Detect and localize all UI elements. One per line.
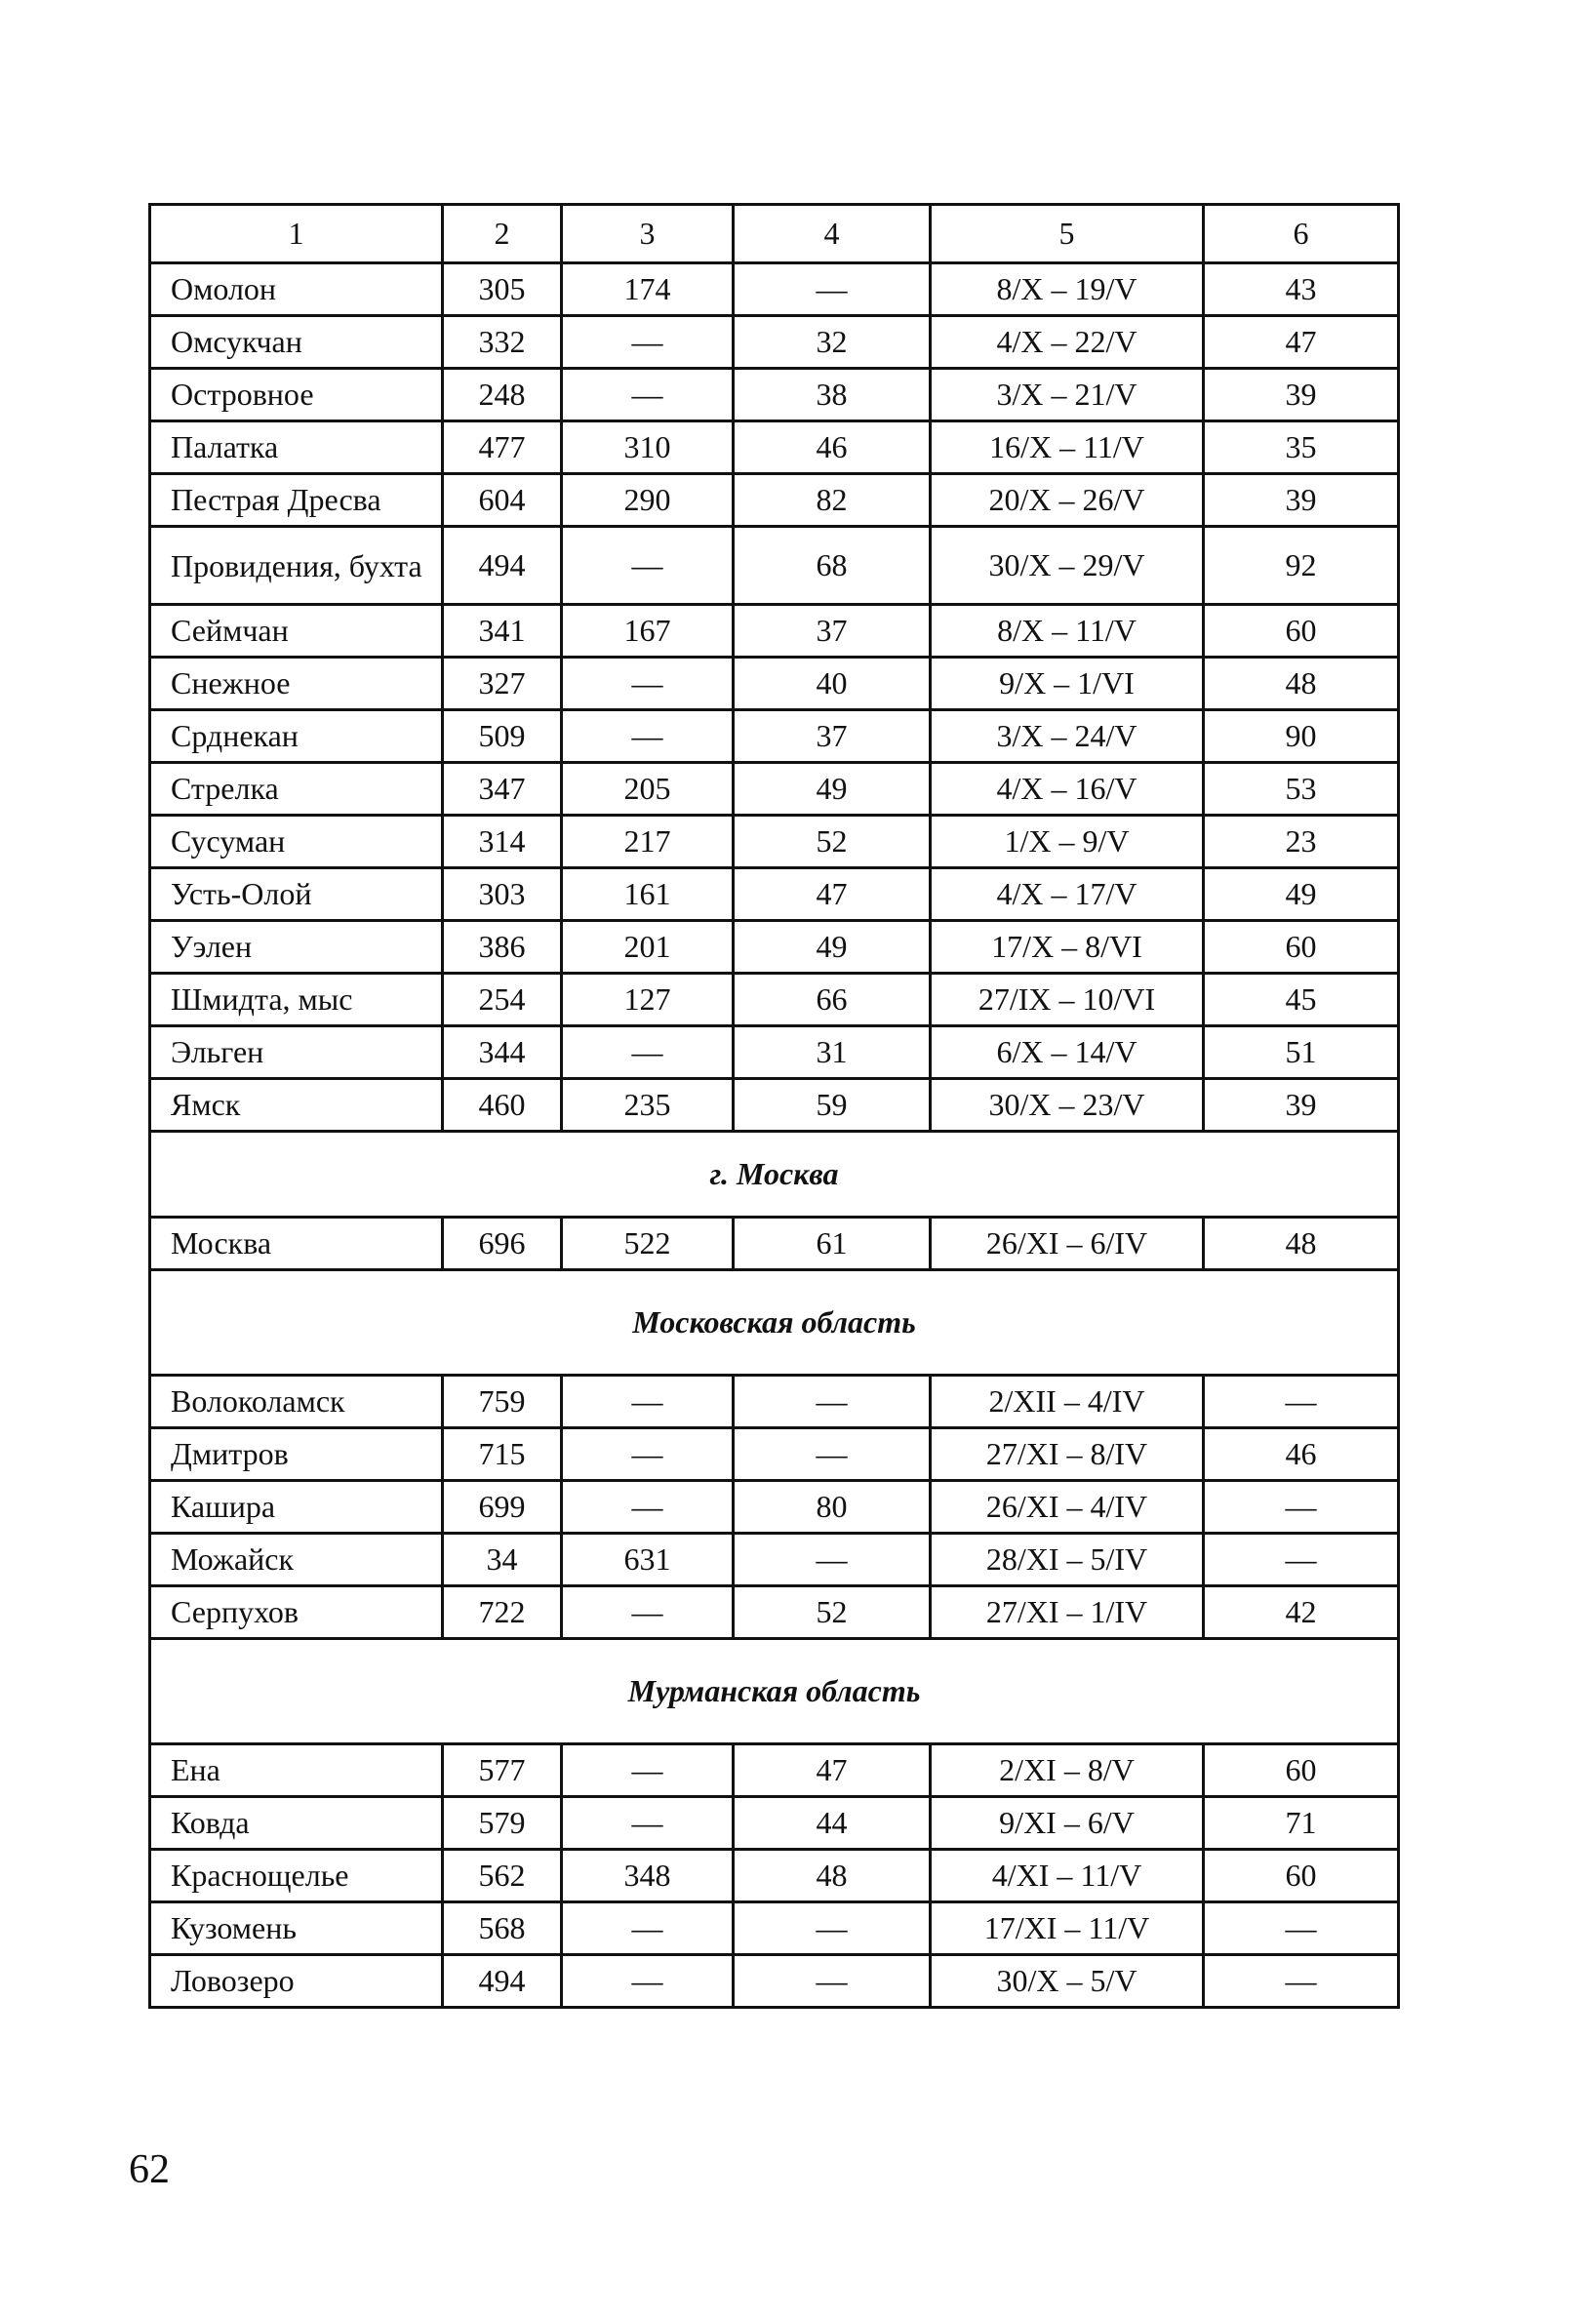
value-cell: — <box>562 369 734 421</box>
value-cell: 42 <box>1204 1586 1399 1639</box>
value-cell: 80 <box>734 1481 931 1534</box>
value-cell: 327 <box>443 658 562 710</box>
value-cell: 59 <box>734 1079 931 1132</box>
station-name-cell: Кузомень <box>150 1902 443 1955</box>
value-cell: 30/X – 5/V <box>931 1955 1204 2008</box>
value-cell: 92 <box>1204 527 1399 605</box>
table-row <box>150 316 1399 369</box>
station-name-cell: Омолон <box>150 263 443 316</box>
value-cell: 32 <box>734 316 931 369</box>
value-cell: 49 <box>734 763 931 816</box>
value-cell: 27/IX – 10/VI <box>931 974 1204 1026</box>
value-cell: 38 <box>734 369 931 421</box>
station-name-cell: Волоколамск <box>150 1376 443 1428</box>
climate-data-table <box>148 203 1400 2009</box>
value-cell: 20/X – 26/V <box>931 474 1204 527</box>
value-cell: 460 <box>443 1079 562 1132</box>
header-row <box>150 205 1399 263</box>
value-cell: 51 <box>1204 1026 1399 1079</box>
value-cell: 4/XI – 11/V <box>931 1850 1204 1902</box>
station-name-cell: Омсукчан <box>150 316 443 369</box>
value-cell: — <box>734 1428 931 1481</box>
station-name-cell: Стрелка <box>150 763 443 816</box>
station-name-cell: Пестрая Дресва <box>150 474 443 527</box>
value-cell: — <box>562 1586 734 1639</box>
table-body <box>150 205 1399 2008</box>
table-row <box>150 1902 1399 1955</box>
value-cell: 3/X – 24/V <box>931 710 1204 763</box>
value-cell: 35 <box>1204 421 1399 474</box>
table-row <box>150 1376 1399 1428</box>
value-cell: 28/XI – 5/IV <box>931 1534 1204 1586</box>
value-cell: 52 <box>734 816 931 868</box>
value-cell: — <box>562 1428 734 1481</box>
table-row <box>150 974 1399 1026</box>
table-row <box>150 474 1399 527</box>
value-cell: 37 <box>734 710 931 763</box>
value-cell: 715 <box>443 1428 562 1481</box>
station-name-cell: Краснощелье <box>150 1850 443 1902</box>
value-cell: 305 <box>443 263 562 316</box>
value-cell: 509 <box>443 710 562 763</box>
value-cell: 9/X – 1/VI <box>931 658 1204 710</box>
table-row <box>150 1534 1399 1586</box>
value-cell: — <box>562 1744 734 1797</box>
value-cell: — <box>734 263 931 316</box>
value-cell: 82 <box>734 474 931 527</box>
section-row <box>150 1132 1399 1218</box>
table-row <box>150 1744 1399 1797</box>
value-cell: 341 <box>443 605 562 658</box>
value-cell: 4/X – 17/V <box>931 868 1204 921</box>
value-cell: 90 <box>1204 710 1399 763</box>
station-name-cell: Провидения, бухта <box>150 527 443 605</box>
table-row <box>150 710 1399 763</box>
station-name-cell: Усть-Олой <box>150 868 443 921</box>
table-row <box>150 421 1399 474</box>
header-cell: 3 <box>562 205 734 263</box>
value-cell: 30/X – 23/V <box>931 1079 1204 1132</box>
value-cell: 60 <box>1204 921 1399 974</box>
station-name-cell: Шмидта, мыс <box>150 974 443 1026</box>
value-cell: 217 <box>562 816 734 868</box>
header-cell: 5 <box>931 205 1204 263</box>
value-cell: 27/XI – 1/IV <box>931 1586 1204 1639</box>
value-cell: 47 <box>734 868 931 921</box>
value-cell: 577 <box>443 1744 562 1797</box>
value-cell: 26/XI – 4/IV <box>931 1481 1204 1534</box>
value-cell: 31 <box>734 1026 931 1079</box>
value-cell: — <box>562 1026 734 1079</box>
value-cell: 248 <box>443 369 562 421</box>
station-name-cell: Кашира <box>150 1481 443 1534</box>
value-cell: 39 <box>1204 1079 1399 1132</box>
value-cell: 47 <box>734 1744 931 1797</box>
value-cell: 604 <box>443 474 562 527</box>
value-cell: 48 <box>1204 1218 1399 1270</box>
value-cell: 2/XII – 4/IV <box>931 1376 1204 1428</box>
value-cell: 52 <box>734 1586 931 1639</box>
value-cell: 61 <box>734 1218 931 1270</box>
page-number: 62 <box>129 2147 170 2192</box>
value-cell: 332 <box>443 316 562 369</box>
station-name-cell: Эльген <box>150 1026 443 1079</box>
station-name-cell: Сусуман <box>150 816 443 868</box>
station-name-cell: Дмитров <box>150 1428 443 1481</box>
value-cell: 68 <box>734 527 931 605</box>
table-row <box>150 1026 1399 1079</box>
value-cell: 127 <box>562 974 734 1026</box>
value-cell: 16/X – 11/V <box>931 421 1204 474</box>
value-cell: — <box>734 1955 931 2008</box>
table-row <box>150 816 1399 868</box>
value-cell: — <box>1204 1902 1399 1955</box>
value-cell: 205 <box>562 763 734 816</box>
value-cell: 4/X – 22/V <box>931 316 1204 369</box>
header-cell: 1 <box>150 205 443 263</box>
value-cell: 39 <box>1204 369 1399 421</box>
value-cell: 34 <box>443 1534 562 1586</box>
value-cell: — <box>734 1376 931 1428</box>
value-cell: 47 <box>1204 316 1399 369</box>
value-cell: 27/XI – 8/IV <box>931 1428 1204 1481</box>
station-name-cell: Сеймчан <box>150 605 443 658</box>
station-name-cell: Ена <box>150 1744 443 1797</box>
value-cell: 3/X – 21/V <box>931 369 1204 421</box>
value-cell: 631 <box>562 1534 734 1586</box>
value-cell: — <box>562 1797 734 1850</box>
value-cell: — <box>562 1481 734 1534</box>
table-row <box>150 868 1399 921</box>
table-row <box>150 921 1399 974</box>
value-cell: 44 <box>734 1797 931 1850</box>
value-cell: 43 <box>1204 263 1399 316</box>
table-row <box>150 1586 1399 1639</box>
value-cell: 167 <box>562 605 734 658</box>
value-cell: 26/XI – 6/IV <box>931 1218 1204 1270</box>
value-cell: 46 <box>734 421 931 474</box>
value-cell: 49 <box>1204 868 1399 921</box>
value-cell: 494 <box>443 527 562 605</box>
station-name-cell: Серпухов <box>150 1586 443 1639</box>
table-row <box>150 1428 1399 1481</box>
value-cell: 49 <box>734 921 931 974</box>
value-cell: 48 <box>1204 658 1399 710</box>
table-row <box>150 369 1399 421</box>
value-cell: — <box>1204 1481 1399 1534</box>
table-row <box>150 527 1399 605</box>
value-cell: 386 <box>443 921 562 974</box>
value-cell: 696 <box>443 1218 562 1270</box>
station-name-cell: Островное <box>150 369 443 421</box>
value-cell: 4/X – 16/V <box>931 763 1204 816</box>
value-cell: 8/X – 19/V <box>931 263 1204 316</box>
station-name-cell: Срднекан <box>150 710 443 763</box>
station-name-cell: Можайск <box>150 1534 443 1586</box>
value-cell: 6/X – 14/V <box>931 1026 1204 1079</box>
value-cell: 39 <box>1204 474 1399 527</box>
station-name-cell: Ковда <box>150 1797 443 1850</box>
value-cell: 1/X – 9/V <box>931 816 1204 868</box>
value-cell: 45 <box>1204 974 1399 1026</box>
table-row <box>150 1797 1399 1850</box>
value-cell: — <box>562 1376 734 1428</box>
header-cell: 2 <box>443 205 562 263</box>
header-cell: 6 <box>1204 205 1399 263</box>
value-cell: 477 <box>443 421 562 474</box>
table-row <box>150 658 1399 710</box>
value-cell: 60 <box>1204 1744 1399 1797</box>
station-name-cell: Ловозеро <box>150 1955 443 2008</box>
station-name-cell: Ямск <box>150 1079 443 1132</box>
value-cell: 722 <box>443 1586 562 1639</box>
value-cell: 23 <box>1204 816 1399 868</box>
value-cell: 348 <box>562 1850 734 1902</box>
value-cell: 759 <box>443 1376 562 1428</box>
value-cell: — <box>1204 1376 1399 1428</box>
value-cell: 9/XI – 6/V <box>931 1797 1204 1850</box>
value-cell: — <box>562 710 734 763</box>
table-row <box>150 1481 1399 1534</box>
value-cell: 347 <box>443 763 562 816</box>
value-cell: 37 <box>734 605 931 658</box>
value-cell: 161 <box>562 868 734 921</box>
value-cell: — <box>1204 1955 1399 2008</box>
table-row <box>150 263 1399 316</box>
value-cell: 30/X – 29/V <box>931 527 1204 605</box>
value-cell: — <box>734 1534 931 1586</box>
header-cell: 4 <box>734 205 931 263</box>
value-cell: 699 <box>443 1481 562 1534</box>
section-title: Мурманская область <box>150 1639 1399 1744</box>
section-title: г. Москва <box>150 1132 1399 1218</box>
station-name-cell: Москва <box>150 1218 443 1270</box>
value-cell: 66 <box>734 974 931 1026</box>
value-cell: 60 <box>1204 605 1399 658</box>
value-cell: 48 <box>734 1850 931 1902</box>
value-cell: 2/XI – 8/V <box>931 1744 1204 1797</box>
value-cell: 40 <box>734 658 931 710</box>
value-cell: 254 <box>443 974 562 1026</box>
value-cell: 174 <box>562 263 734 316</box>
section-title: Московская область <box>150 1270 1399 1376</box>
table-row <box>150 1218 1399 1270</box>
value-cell: — <box>562 527 734 605</box>
value-cell: 235 <box>562 1079 734 1132</box>
value-cell: 17/X – 8/VI <box>931 921 1204 974</box>
value-cell: 71 <box>1204 1797 1399 1850</box>
value-cell: 562 <box>443 1850 562 1902</box>
table-row <box>150 1850 1399 1902</box>
value-cell: 522 <box>562 1218 734 1270</box>
value-cell: 8/X – 11/V <box>931 605 1204 658</box>
station-name-cell: Палатка <box>150 421 443 474</box>
table-row <box>150 1079 1399 1132</box>
station-name-cell: Уэлен <box>150 921 443 974</box>
station-name-cell: Снежное <box>150 658 443 710</box>
value-cell: 290 <box>562 474 734 527</box>
value-cell: 579 <box>443 1797 562 1850</box>
value-cell: — <box>562 658 734 710</box>
value-cell: 314 <box>443 816 562 868</box>
value-cell: — <box>562 316 734 369</box>
section-row <box>150 1270 1399 1376</box>
value-cell: 60 <box>1204 1850 1399 1902</box>
table-row <box>150 1955 1399 2008</box>
value-cell: — <box>1204 1534 1399 1586</box>
value-cell: 303 <box>443 868 562 921</box>
value-cell: — <box>562 1955 734 2008</box>
value-cell: — <box>734 1902 931 1955</box>
value-cell: 494 <box>443 1955 562 2008</box>
table-row <box>150 763 1399 816</box>
section-row <box>150 1639 1399 1744</box>
value-cell: — <box>562 1902 734 1955</box>
value-cell: 568 <box>443 1902 562 1955</box>
value-cell: 46 <box>1204 1428 1399 1481</box>
value-cell: 201 <box>562 921 734 974</box>
value-cell: 310 <box>562 421 734 474</box>
value-cell: 344 <box>443 1026 562 1079</box>
value-cell: 17/XI – 11/V <box>931 1902 1204 1955</box>
value-cell: 53 <box>1204 763 1399 816</box>
table-row <box>150 605 1399 658</box>
